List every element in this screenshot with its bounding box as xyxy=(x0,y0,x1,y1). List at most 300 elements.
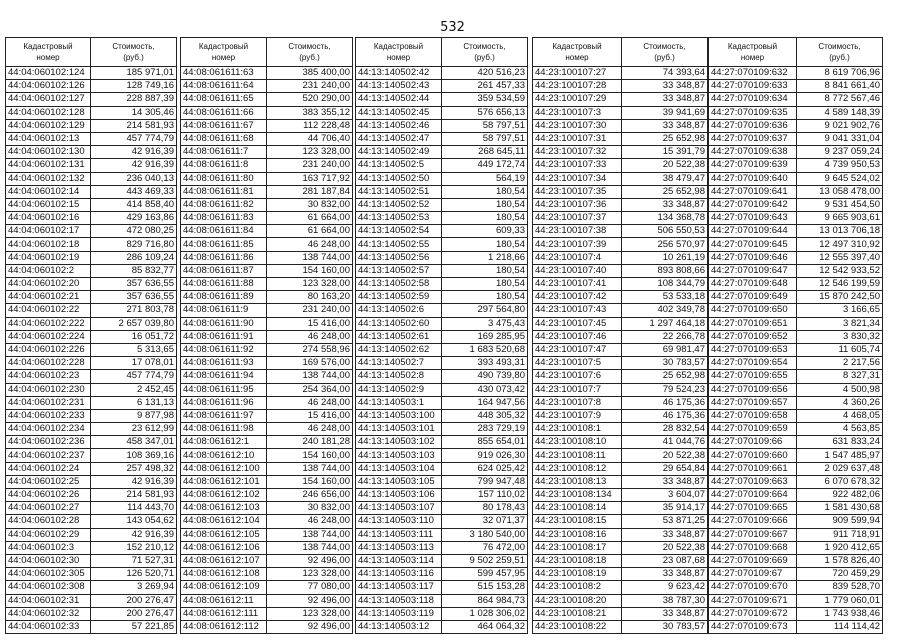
cost-value: 180,54 xyxy=(442,278,528,291)
cost-value: 1 920 412,65 xyxy=(797,541,883,554)
cadastral-table-3 xyxy=(355,37,528,634)
cost-value: 169 285,95 xyxy=(442,330,528,343)
table-row xyxy=(181,159,353,172)
table-row xyxy=(533,568,708,581)
cost-value: 33 348,87 xyxy=(622,119,708,132)
cost-value: 490 739,80 xyxy=(442,370,528,383)
cadastral-number: 44:08:061611:81 xyxy=(181,185,267,198)
cost-value: 1 547 485,97 xyxy=(797,449,883,462)
table-row xyxy=(533,515,708,528)
cadastral-number: 44:04:060102:237 xyxy=(6,449,91,462)
cost-value: 414 858,40 xyxy=(91,198,177,211)
cadastral-number: 44:04:060102:224 xyxy=(6,330,91,343)
cost-value: 35 914,17 xyxy=(622,502,708,515)
cadastral-number: 44:04:060102:132 xyxy=(6,172,91,185)
cadastral-number: 44:04:060102:128 xyxy=(6,106,91,119)
cadastral-number: 44:23:100107:4 xyxy=(533,251,622,264)
cost-value: 30 783,57 xyxy=(622,357,708,370)
cost-value: 180,54 xyxy=(442,238,528,251)
cadastral-number: 44:04:060102:27 xyxy=(6,502,91,515)
cost-value: 8 772 567,46 xyxy=(797,93,883,106)
table-row xyxy=(6,330,177,343)
cadastral-number: 44:27:070109:645 xyxy=(709,238,797,251)
cadastral-number: 44:23:100107:3 xyxy=(533,106,622,119)
table-row xyxy=(533,409,708,422)
cadastral-number-header: Кадастровый номер xyxy=(709,38,797,67)
cost-value: 46 175,36 xyxy=(622,409,708,422)
table-row xyxy=(356,449,528,462)
table-row xyxy=(533,489,708,502)
cadastral-number: 44:04:060102:230 xyxy=(6,383,91,396)
cost-value: 357 636,55 xyxy=(91,291,177,304)
table-row xyxy=(6,291,177,304)
cadastral-number: 44:23:100108:20 xyxy=(533,594,622,607)
cost-value: 169 576,00 xyxy=(267,357,353,370)
cost-value: 58 797,51 xyxy=(442,132,528,145)
cost-value: 25 652,98 xyxy=(622,185,708,198)
cost-value: 61 664,00 xyxy=(267,212,353,225)
table-row xyxy=(181,370,353,383)
cadastral-number: 44:27:070109:634 xyxy=(709,93,797,106)
table-row xyxy=(356,462,528,475)
table-row xyxy=(709,528,883,541)
table-row xyxy=(6,343,177,356)
table-row xyxy=(356,541,528,554)
cost-value: 42 916,39 xyxy=(91,528,177,541)
cost-value: 286 109,24 xyxy=(91,251,177,264)
table-row xyxy=(709,67,883,80)
cadastral-number: 44:08:061611:90 xyxy=(181,317,267,330)
cost-value: 33 348,87 xyxy=(622,607,708,620)
table-row xyxy=(6,541,177,554)
cost-value: 3 475,43 xyxy=(442,317,528,330)
cost-value: 17 078,01 xyxy=(91,357,177,370)
table-row xyxy=(356,67,528,80)
table-row xyxy=(533,159,708,172)
cadastral-number: 44:23:100107:41 xyxy=(533,278,622,291)
cost-value: 123 328,00 xyxy=(267,607,353,620)
cadastral-number: 44:13:140502:49 xyxy=(356,146,442,159)
cadastral-number: 44:04:060102:308 xyxy=(6,581,91,594)
table-row xyxy=(709,502,883,515)
cost-value: 3 830,32 xyxy=(797,330,883,343)
cadastral-number: 44:27:070109:640 xyxy=(709,172,797,185)
table-row xyxy=(356,146,528,159)
table-row xyxy=(533,212,708,225)
cadastral-number: 44:27:070109:651 xyxy=(709,317,797,330)
cadastral-number: 44:08:061612:11 xyxy=(181,594,267,607)
cadastral-number: 44:27:070109:639 xyxy=(709,159,797,172)
table-row xyxy=(709,93,883,106)
cadastral-number: 44:04:060102:23 xyxy=(6,370,91,383)
cost-value: 420 516,23 xyxy=(442,67,528,80)
cost-value: 39 941,69 xyxy=(622,106,708,119)
table-row xyxy=(533,436,708,449)
cadastral-number: 44:23:100107:38 xyxy=(533,225,622,238)
table-row xyxy=(356,436,528,449)
table-row xyxy=(709,423,883,436)
table-row xyxy=(6,449,177,462)
cadastral-tables xyxy=(0,37,905,637)
cadastral-number: 44:13:140502:51 xyxy=(356,185,442,198)
cost-value: 520 290,00 xyxy=(267,93,353,106)
cadastral-number: 44:13:140502:61 xyxy=(356,330,442,343)
cadastral-number: 44:08:061611:95 xyxy=(181,383,267,396)
cadastral-number: 44:08:061612:103 xyxy=(181,502,267,515)
table-row xyxy=(6,159,177,172)
cadastral-number: 44:23:100107:8 xyxy=(533,396,622,409)
cadastral-number: 44:08:061612:1 xyxy=(181,436,267,449)
cost-value: 12 542 933,52 xyxy=(797,264,883,277)
cost-value: 4 739 950,53 xyxy=(797,159,883,172)
cost-value: 154 160,00 xyxy=(267,264,353,277)
cadastral-number: 44:04:060102:126 xyxy=(6,80,91,93)
cost-value: 909 599,94 xyxy=(797,515,883,528)
cadastral-number: 44:27:070109:632 xyxy=(709,67,797,80)
table-row xyxy=(533,93,708,106)
cost-value: 30 783,57 xyxy=(622,620,708,633)
page-number: 532 xyxy=(440,20,465,35)
cadastral-number: 44:23:100108:11 xyxy=(533,449,622,462)
cadastral-number: 44:04:060102:32 xyxy=(6,607,91,620)
cost-value: 200 276,47 xyxy=(91,607,177,620)
cadastral-number: 44:23:100107:36 xyxy=(533,198,622,211)
table-row xyxy=(709,146,883,159)
table-row xyxy=(6,502,177,515)
cadastral-number: 44:27:070109:655 xyxy=(709,370,797,383)
cadastral-number: 44:08:061611:82 xyxy=(181,198,267,211)
cost-value: 457 774,79 xyxy=(91,132,177,145)
table-row xyxy=(533,607,708,620)
cadastral-number: 44:04:060102:305 xyxy=(6,568,91,581)
table-row xyxy=(356,93,528,106)
table-row xyxy=(533,238,708,251)
cost-value: 138 744,00 xyxy=(267,528,353,541)
cost-value: 15 416,00 xyxy=(267,317,353,330)
cadastral-number: 44:04:060102:24 xyxy=(6,462,91,475)
cost-value: 123 328,00 xyxy=(267,568,353,581)
cost-value: 472 080,25 xyxy=(91,225,177,238)
cost-value: 180,54 xyxy=(442,212,528,225)
table-row xyxy=(6,119,177,132)
cost-value: 393 493,31 xyxy=(442,357,528,370)
table-row xyxy=(533,330,708,343)
table-row xyxy=(533,146,708,159)
cadastral-table-1 xyxy=(5,37,177,634)
cadastral-number: 44:13:140502:53 xyxy=(356,212,442,225)
cadastral-number: 44:13:140503:111 xyxy=(356,528,442,541)
cost-value: 13 013 706,18 xyxy=(797,225,883,238)
table-row xyxy=(6,370,177,383)
cost-value: 46 248,00 xyxy=(267,515,353,528)
cost-value: 283 729,19 xyxy=(442,423,528,436)
table-row xyxy=(533,106,708,119)
cost-value: 92 496,00 xyxy=(267,594,353,607)
table-row xyxy=(6,146,177,159)
table-row xyxy=(533,67,708,80)
cadastral-number: 44:08:061612:104 xyxy=(181,515,267,528)
table-row xyxy=(181,343,353,356)
table-row xyxy=(181,528,353,541)
cost-value: 4 589 148,39 xyxy=(797,106,883,119)
table-row xyxy=(709,159,883,172)
cost-value: 3 166,65 xyxy=(797,304,883,317)
cadastral-number: 44:27:070109:671 xyxy=(709,594,797,607)
table-row xyxy=(6,423,177,436)
table-row xyxy=(181,304,353,317)
cadastral-number: 44:27:070109:635 xyxy=(709,106,797,119)
cost-value: 383 355,12 xyxy=(267,106,353,119)
cost-value: 46 248,00 xyxy=(267,238,353,251)
cadastral-number: 44:23:100107:46 xyxy=(533,330,622,343)
cadastral-number: 44:23:100108:18 xyxy=(533,554,622,567)
cost-value: 38 787,30 xyxy=(622,594,708,607)
cadastral-number: 44:23:100107:42 xyxy=(533,291,622,304)
table-row xyxy=(356,159,528,172)
cost-header: Стоимость, (руб.) xyxy=(622,38,708,67)
cost-value: 2 217,56 xyxy=(797,357,883,370)
cadastral-number: 44:13:140503:118 xyxy=(356,594,442,607)
cost-value: 25 652,98 xyxy=(622,370,708,383)
cadastral-number: 44:27:070109:646 xyxy=(709,251,797,264)
cadastral-number: 44:13:140502:6 xyxy=(356,304,442,317)
table-row xyxy=(181,185,353,198)
table-row xyxy=(356,264,528,277)
cost-value: 429 163,86 xyxy=(91,212,177,225)
cost-value: 33 348,87 xyxy=(622,528,708,541)
cost-value: 143 054,62 xyxy=(91,515,177,528)
table-row xyxy=(709,198,883,211)
cadastral-number: 44:13:140502:62 xyxy=(356,343,442,356)
cost-value: 829 716,80 xyxy=(91,238,177,251)
table-row xyxy=(356,80,528,93)
cadastral-number: 44:04:060102:33 xyxy=(6,620,91,633)
cadastral-number: 44:08:061612:102 xyxy=(181,489,267,502)
table-row xyxy=(181,93,353,106)
table-row xyxy=(533,620,708,633)
cadastral-number: 44:08:061611:84 xyxy=(181,225,267,238)
table-row xyxy=(6,93,177,106)
table-row xyxy=(356,502,528,515)
table-row xyxy=(709,225,883,238)
cadastral-number: 44:08:061611:65 xyxy=(181,93,267,106)
cadastral-number: 44:13:140503:101 xyxy=(356,423,442,436)
cadastral-number: 44:08:061612:112 xyxy=(181,620,267,633)
cost-value: 80 178,43 xyxy=(442,502,528,515)
table-row xyxy=(356,409,528,422)
cost-value: 80 163,20 xyxy=(267,291,353,304)
table-row xyxy=(533,185,708,198)
cost-value: 42 916,39 xyxy=(91,159,177,172)
table-row xyxy=(356,515,528,528)
cost-value: 8 327,31 xyxy=(797,370,883,383)
cost-value: 180,54 xyxy=(442,264,528,277)
cadastral-number: 44:23:100107:33 xyxy=(533,159,622,172)
table-row xyxy=(533,462,708,475)
cadastral-number: 44:04:060102:233 xyxy=(6,409,91,422)
cadastral-number: 44:23:100107:43 xyxy=(533,304,622,317)
table-row xyxy=(181,67,353,80)
table-row xyxy=(356,357,528,370)
cadastral-number: 44:04:060102:17 xyxy=(6,225,91,238)
table-row xyxy=(709,106,883,119)
cost-value: 16 051,72 xyxy=(91,330,177,343)
cost-value: 13 058 478,00 xyxy=(797,185,883,198)
cost-value: 53 533,18 xyxy=(622,291,708,304)
table-row xyxy=(181,436,353,449)
table-row xyxy=(356,212,528,225)
cost-value: 112 228,48 xyxy=(267,119,353,132)
cadastral-number: 44:04:060102:26 xyxy=(6,489,91,502)
table-row xyxy=(181,515,353,528)
cost-value: 85 832,77 xyxy=(91,264,177,277)
cost-value: 58 797,51 xyxy=(442,119,528,132)
cadastral-number: 44:13:140503:100 xyxy=(356,409,442,422)
table-row xyxy=(709,132,883,145)
table-row xyxy=(181,146,353,159)
cadastral-number: 44:13:140502:52 xyxy=(356,198,442,211)
cost-value: 799 947,48 xyxy=(442,475,528,488)
table-row xyxy=(6,475,177,488)
cost-value: 46 175,36 xyxy=(622,396,708,409)
cost-value: 4 360,26 xyxy=(797,396,883,409)
cadastral-number: 44:13:140502:55 xyxy=(356,238,442,251)
cost-value: 108 344,79 xyxy=(622,278,708,291)
cadastral-number: 44:13:140502:5 xyxy=(356,159,442,172)
cadastral-number: 44:27:070109:664 xyxy=(709,489,797,502)
cost-value: 53 871,25 xyxy=(622,515,708,528)
cost-value: 154 160,00 xyxy=(267,475,353,488)
cost-value: 1 581 430,68 xyxy=(797,502,883,515)
cadastral-number: 44:04:060102:31 xyxy=(6,594,91,607)
cadastral-number: 44:13:140502:50 xyxy=(356,172,442,185)
table-row xyxy=(533,278,708,291)
cadastral-number: 44:27:070109:659 xyxy=(709,423,797,436)
table-row xyxy=(6,620,177,633)
cadastral-number: 44:04:060102:22 xyxy=(6,304,91,317)
cost-value: 123 328,00 xyxy=(267,278,353,291)
table-row xyxy=(6,396,177,409)
cadastral-table-4 xyxy=(532,37,708,634)
cadastral-number: 44:27:070109:636 xyxy=(709,119,797,132)
cost-value: 448 305,32 xyxy=(442,409,528,422)
cost-value: 33 348,87 xyxy=(622,475,708,488)
cadastral-number: 44:13:140503:110 xyxy=(356,515,442,528)
cadastral-number: 44:08:061611:80 xyxy=(181,172,267,185)
cost-value: 9 645 524,02 xyxy=(797,172,883,185)
cadastral-number: 44:08:061612:108 xyxy=(181,568,267,581)
cadastral-number: 44:27:070109:667 xyxy=(709,528,797,541)
table-row xyxy=(356,278,528,291)
cadastral-number: 44:27:070109:641 xyxy=(709,185,797,198)
cadastral-number: 44:27:070109:67 xyxy=(709,568,797,581)
cost-value: 29 654,84 xyxy=(622,462,708,475)
table-row xyxy=(533,132,708,145)
cadastral-number: 44:13:140503:113 xyxy=(356,541,442,554)
cost-value: 92 496,00 xyxy=(267,620,353,633)
cost-value: 114 443,70 xyxy=(91,502,177,515)
cadastral-number-header: Кадастровый номер xyxy=(6,38,91,67)
cost-value: 864 984,73 xyxy=(442,594,528,607)
cost-value: 464 064,32 xyxy=(442,620,528,633)
cadastral-number-header: Кадастровый номер xyxy=(181,38,267,67)
table-row xyxy=(533,554,708,567)
table-row xyxy=(6,106,177,119)
cadastral-number: 44:23:100108:13 xyxy=(533,475,622,488)
cadastral-number: 44:23:100108:1 xyxy=(533,423,622,436)
table-row xyxy=(356,119,528,132)
cadastral-number: 44:13:140502:9 xyxy=(356,383,442,396)
table-row xyxy=(356,489,528,502)
cadastral-number: 44:08:061611:97 xyxy=(181,409,267,422)
cost-header: Стоимость, (руб.) xyxy=(267,38,353,67)
table-row xyxy=(533,291,708,304)
cost-value: 138 744,00 xyxy=(267,370,353,383)
cost-value: 180,54 xyxy=(442,291,528,304)
cadastral-number: 44:08:061612:109 xyxy=(181,581,267,594)
cadastral-number: 44:04:060102:127 xyxy=(6,93,91,106)
cadastral-number: 44:23:100107:5 xyxy=(533,357,622,370)
cadastral-number-header: Кадастровый номер xyxy=(356,38,442,67)
cadastral-number: 44:27:070109:672 xyxy=(709,607,797,620)
table-row xyxy=(181,502,353,515)
cadastral-number: 44:08:061611:83 xyxy=(181,212,267,225)
cadastral-number: 44:27:070109:637 xyxy=(709,132,797,145)
table-row xyxy=(709,251,883,264)
cost-value: 46 248,00 xyxy=(267,423,353,436)
table-row xyxy=(181,607,353,620)
cost-value: 449 172,74 xyxy=(442,159,528,172)
cadastral-number: 44:08:061612:106 xyxy=(181,541,267,554)
table-row xyxy=(709,541,883,554)
cadastral-number: 44:23:100107:30 xyxy=(533,119,622,132)
cost-value: 3 269,94 xyxy=(91,581,177,594)
table-row xyxy=(181,449,353,462)
table-row xyxy=(709,212,883,225)
table-row xyxy=(181,80,353,93)
cadastral-number: 44:08:061611:88 xyxy=(181,278,267,291)
table-row xyxy=(6,489,177,502)
table-row xyxy=(709,238,883,251)
cost-value: 1 743 938,46 xyxy=(797,607,883,620)
table-row xyxy=(6,515,177,528)
cadastral-number: 44:27:070109:653 xyxy=(709,343,797,356)
cadastral-number: 44:13:140503:1 xyxy=(356,396,442,409)
table-row xyxy=(356,343,528,356)
table-row xyxy=(533,357,708,370)
table-row xyxy=(6,132,177,145)
cost-value: 4 468,05 xyxy=(797,409,883,422)
cost-value: 77 080,00 xyxy=(267,581,353,594)
cadastral-number: 44:04:060102:124 xyxy=(6,67,91,80)
table-row xyxy=(181,198,353,211)
cost-value: 231 240,00 xyxy=(267,159,353,172)
table-row xyxy=(6,462,177,475)
cadastral-number: 44:23:100107:27 xyxy=(533,67,622,80)
table-row xyxy=(356,607,528,620)
cost-value: 236 040,13 xyxy=(91,172,177,185)
table-row xyxy=(181,357,353,370)
table-row xyxy=(356,370,528,383)
table-row xyxy=(6,278,177,291)
table-row xyxy=(709,515,883,528)
table-row xyxy=(533,594,708,607)
cadastral-number-header: Кадастровый номер xyxy=(533,38,622,67)
table-row xyxy=(6,304,177,317)
cadastral-number: 44:04:060102:16 xyxy=(6,212,91,225)
cost-value: 30 832,00 xyxy=(267,198,353,211)
cadastral-number: 44:08:061612:107 xyxy=(181,554,267,567)
